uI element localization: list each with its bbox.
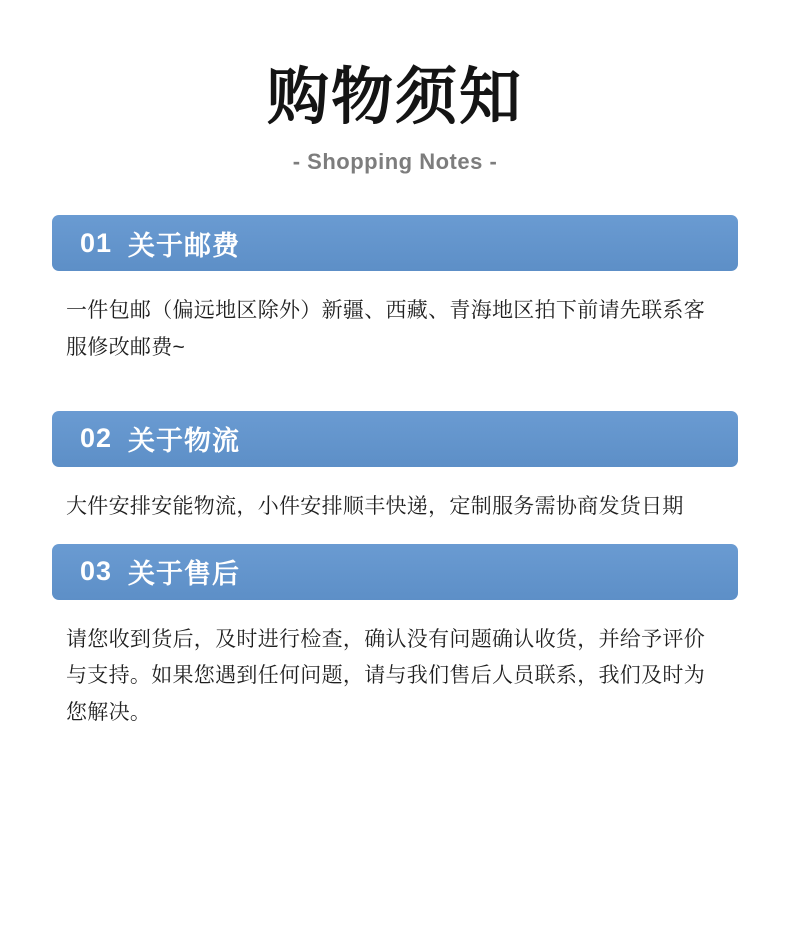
- section-header-bar: [52, 544, 738, 600]
- page-subtitle: - Shopping Notes -: [292, 149, 498, 175]
- section-number: 01: [80, 227, 113, 258]
- section-number: 02: [80, 423, 113, 454]
- note-section-after-sales: [52, 544, 738, 732]
- note-section-shipping-fee: [52, 215, 738, 383]
- section-body: [52, 271, 738, 383]
- section-header-bar: [52, 215, 738, 271]
- section-body: [52, 467, 738, 536]
- section-heading: 关于售后: [128, 559, 241, 590]
- section-body-text: 大件安排安能物流，小件安排顺丰快递，定制服务需协商发货日期: [66, 494, 684, 518]
- note-section-logistics: [52, 411, 738, 536]
- section-number: 03: [80, 556, 113, 587]
- section-body-text: 请您收到货后，及时进行检查，确认没有问题确认收货，并给予评价与支持。如果您遇到任何问题，请与我们售后人员联系，我们及时为您解决。: [66, 627, 705, 725]
- section-body-text: 一件包邮（偏远地区除外）新疆、西藏、青海地区拍下前请先联系客服修改邮费~: [66, 299, 705, 360]
- section-heading: 关于物流: [128, 426, 241, 457]
- notes-section-list: [52, 215, 738, 732]
- section-body: [52, 600, 738, 732]
- section-header-bar: [52, 411, 738, 467]
- section-heading: 关于邮费: [128, 230, 241, 261]
- page-title: 购物须知: [266, 63, 523, 132]
